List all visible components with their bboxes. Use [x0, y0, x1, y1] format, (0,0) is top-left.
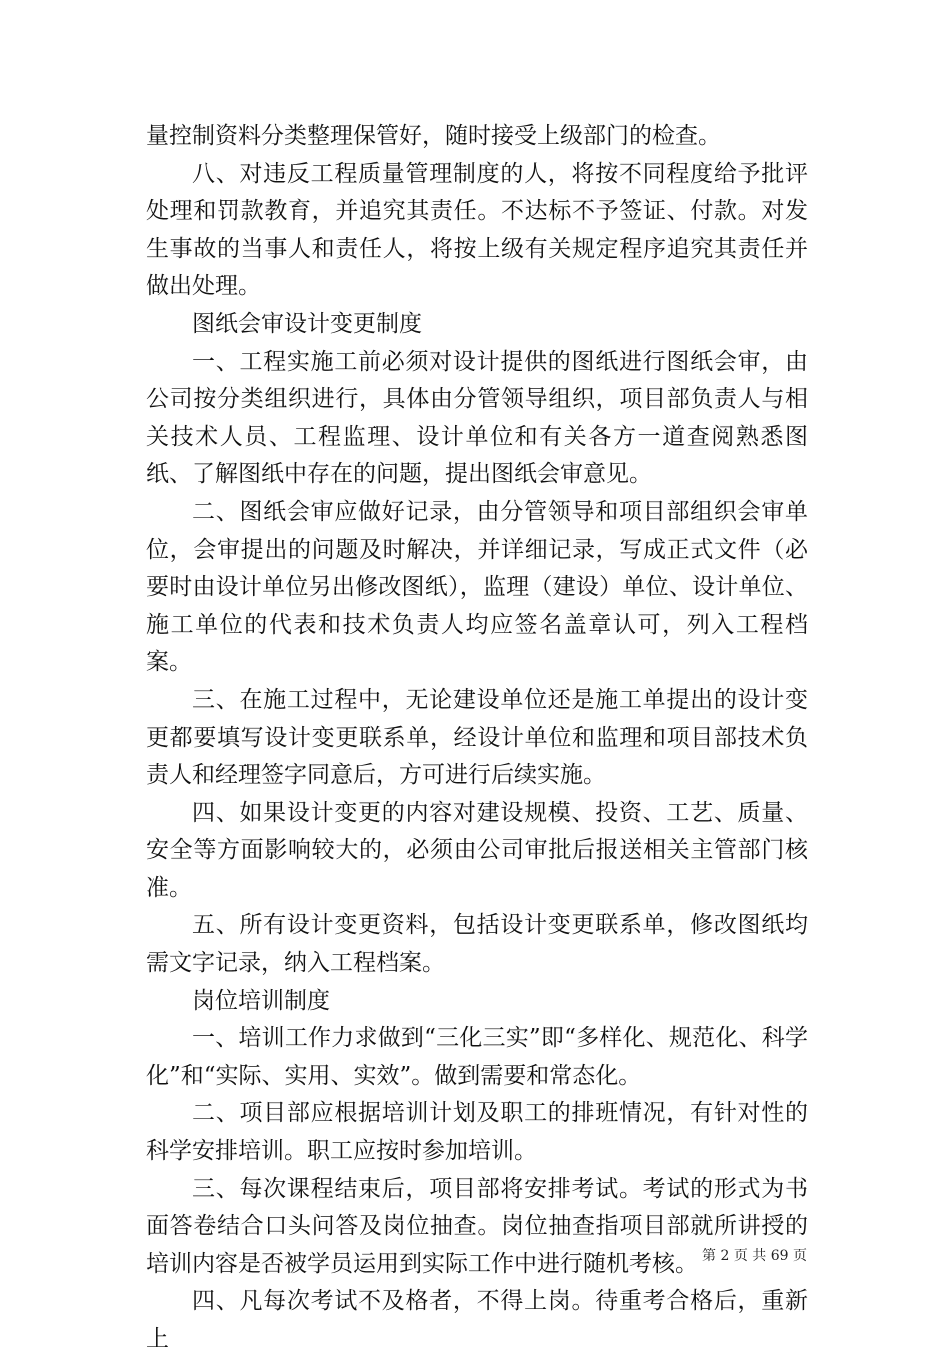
document-body	[146, 118, 808, 1359]
page-number-footer: 第 2 页 共 69 页	[702, 1248, 807, 1264]
section-heading-drawing-review: 图纸会审设计变更制度	[192, 310, 422, 337]
paragraph-2: 八、对违反工程质量管理制度的人，将按不同程度给予批评处理和罚款教育，并追究其责任。不达标不予签证、付款。对发生事故的当事人和责任人，将按上级有关规定程序追究其责任并做出处理。	[146, 160, 808, 300]
paragraph-7: 四、如果设计变更的内容对建设规模、投资、工艺、质量、安全等方面影响较大的，必须由公司审批后报送相关主管部门核准。	[146, 799, 808, 901]
paragraph-1: 量控制资料分类整理保管好，随时接受上级部门的检查。	[146, 123, 721, 149]
paragraph-10: 一、培训工作力求做到“三化三实”即“多样化、规范化、科学化”和“实际、实用、实效”。做到需要和常态化。	[146, 1025, 808, 1089]
paragraph-13: 四、凡每次考试不及格者，不得上岗。待重考合格后，重新上	[146, 1288, 808, 1352]
paragraph-12: 三、每次课程结束后，项目部将安排考试。考试的形式为书面答卷结合口头问答及岗位抽查。岗位抽查指项目部就所讲授的培训内容是否被学员运用到实际工作中进行随机考核。	[146, 1175, 808, 1277]
paragraph-11: 二、项目部应根据培训计划及职工的排班情况，有针对性的科学安排培训。职工应按时参加培训。	[146, 1100, 808, 1165]
paragraph-4: 一、工程实施工前必须对设计提供的图纸进行图纸会审，由公司按分类组织进行，具体由分管领导组织，项目部负责人与相关技术人员、工程监理、设计单位和有关各方一道查阅熟悉图纸、了解图纸中存在的问题，提出图纸会审意见。	[146, 348, 808, 488]
paragraph-8: 五、所有设计变更资料，包括设计变更联系单，修改图纸均需文字记录，纳入工程档案。	[146, 912, 808, 977]
section-heading-job-training: 岗位培训制度	[192, 987, 330, 1014]
paragraph-5: 二、图纸会审应做好记录，由分管领导和项目部组织会审单位，会审提出的问题及时解决，并详细记录，写成正式文件（必要时由设计单位另出修改图纸），监理（建设）单位、设计单位、施工单位的代表和技术负责人均应签名盖章认可，列入工程档案。	[146, 498, 808, 676]
paragraph-6: 三、在施工过程中，无论建设单位还是施工单提出的设计变更都要填写设计变更联系单，经设计单位和监理和项目部技术负责人和经理签字同意后，方可进行后续实施。	[146, 686, 808, 789]
